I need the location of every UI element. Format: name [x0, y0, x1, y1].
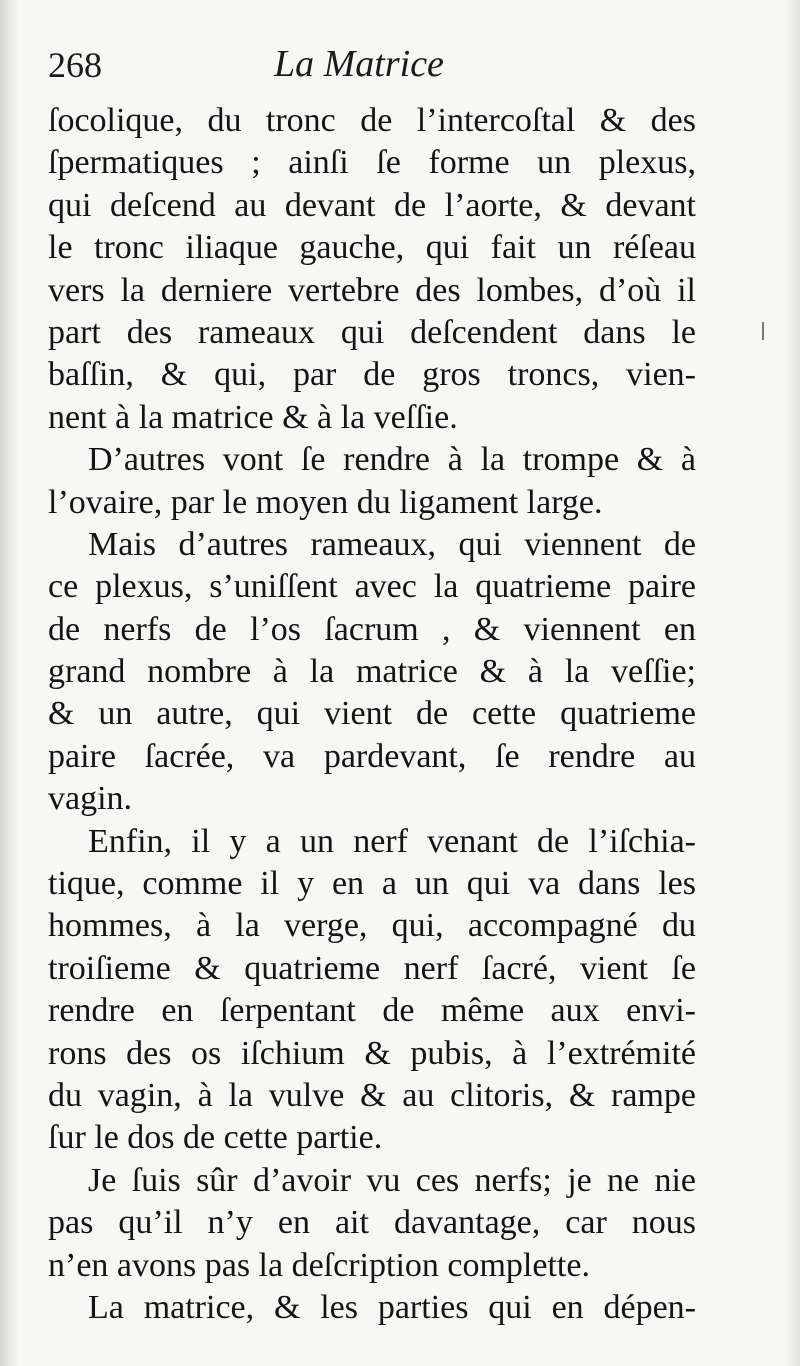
text-line: Enfin, il y a un nerf venant de l’iſchia- — [88, 822, 696, 860]
running-title: La Matrice — [274, 43, 444, 85]
text-line: n’en avons pas la deſcription complette. — [48, 1246, 590, 1284]
text-line: qui deſcend au devant de l’aorte, & devant — [48, 186, 696, 224]
text-line: tique, comme il y en a un qui va dans les — [48, 865, 696, 903]
text-line: rons des os iſchium & pubis, à l’extrémité — [48, 1034, 696, 1072]
text-line: nent à la matrice & à la veſſie. — [48, 398, 458, 436]
body-text — [48, 100, 696, 1329]
text-line: ſpermatiques ; ainſi ſe forme un plexus, — [48, 144, 696, 182]
text-line: Je ſuis sûr d’avoir vu ces nerfs; je ne nie — [88, 1161, 696, 1199]
text-line: & un autre, qui vient de cette quatrieme — [48, 695, 696, 733]
text-line: D’autres vont ſe rendre à la trompe & à — [88, 441, 696, 479]
text-line: pas qu’il n’y en ait davantage, car nous — [48, 1204, 696, 1242]
text-line: du vagin, à la vulve & au clitoris, & rampe — [48, 1076, 696, 1114]
text-line: baſſin, & qui, par de gros troncs, vien- — [48, 356, 696, 394]
text-line: ce plexus, s’uniſſent avec la quatrieme paire — [48, 568, 696, 606]
text-line: le tronc iliaque gauche, qui fait un réſeau — [48, 229, 696, 267]
text-line: paire ſacrée, va pardevant, ſe rendre au — [48, 737, 696, 775]
text-line: vers la derniere vertebre des lombes, d’où il — [48, 271, 696, 309]
margin-mark — [762, 322, 764, 340]
text-line: ſocolique, du tronc de l’intercoſtal & des — [48, 102, 696, 139]
text-line: Mais d’autres rameaux, qui viennent de — [88, 525, 696, 563]
text-line: part des rameaux qui deſcendent dans le — [48, 313, 696, 351]
text-line: La matrice, & les parties qui en dépen- — [88, 1288, 696, 1326]
page-header — [48, 40, 698, 100]
page-edge-shadow-left — [0, 0, 18, 1366]
page-number: 268 — [48, 45, 102, 85]
text-line: ſur le dos de cette partie. — [48, 1119, 383, 1157]
text-line: rendre en ſerpentant de même aux envi- — [48, 992, 696, 1030]
text-line: l’ovaire, par le moyen du ligament large. — [48, 483, 603, 521]
text-line: vagin. — [48, 780, 133, 818]
text-line: grand nombre à la matrice & à la veſſie; — [48, 653, 696, 691]
text-line: hommes, à la verge, qui, accompagné du — [48, 907, 696, 945]
text-line: troiſieme & quatrieme nerf ſacré, vient ſe — [48, 949, 696, 987]
text-line: de nerfs de l’os ſacrum , & viennent en — [48, 610, 696, 648]
page-edge-shadow-right — [786, 0, 800, 1366]
